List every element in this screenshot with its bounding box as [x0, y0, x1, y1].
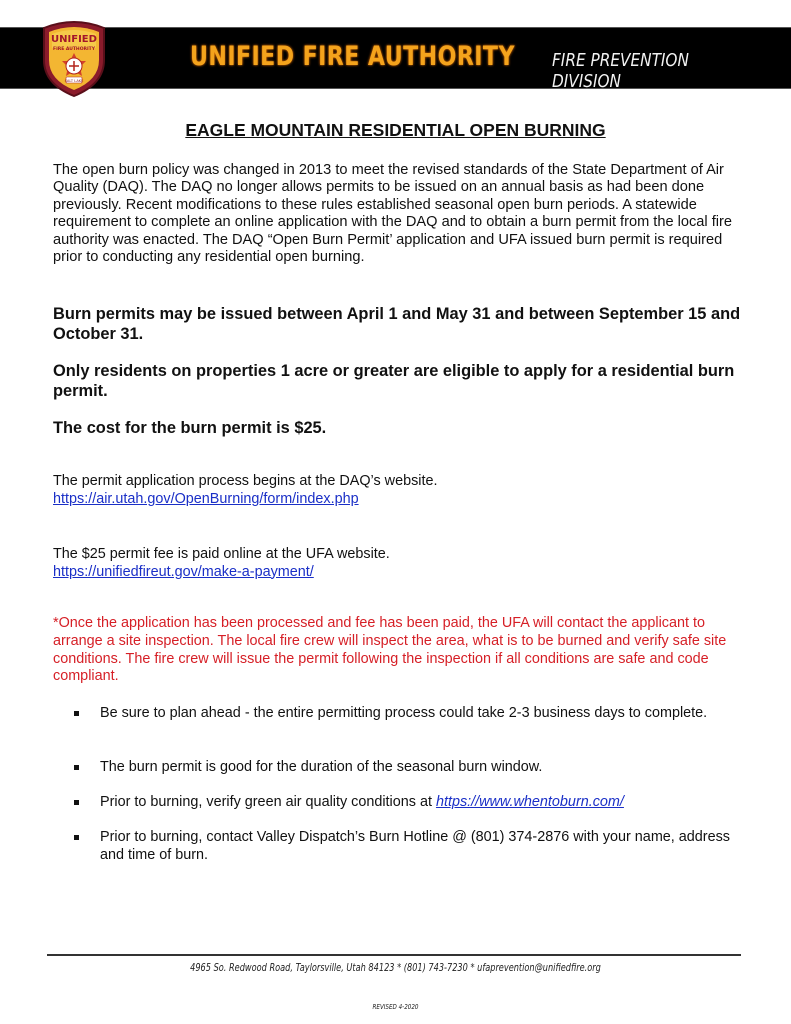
burn-window-statement: Burn permits may be issued between April 1 and May 31 and between September 15 and October 31.	[53, 305, 741, 343]
bullet-text: The burn permit is good for the duration of the seasonal burn window.	[100, 759, 543, 775]
page-title: EAGLE MOUNTAIN RESIDENTIAL OPEN BURNING	[185, 120, 606, 140]
bullet-text: Prior to burning, contact Valley Dispatch’s Burn Hotline @ (801) 374-2876 with your name, address and time of burn.	[100, 829, 730, 863]
bullet-text: Be sure to plan ahead - the entire permitting process could take 2-3 business days to complete.	[100, 705, 708, 721]
bullet-icon	[74, 800, 79, 805]
bullet-icon	[74, 711, 79, 716]
list-item	[74, 829, 734, 865]
payment-section	[53, 546, 753, 581]
fire-department-badge-icon	[38, 20, 110, 98]
footer-divider	[47, 954, 741, 956]
revision-date: REVISED 4-2020	[372, 1003, 419, 1011]
whentoburn-link[interactable]: https://www.whentoburn.com/	[435, 794, 624, 810]
svg-text:SALT LAKE: SALT LAKE	[64, 79, 84, 83]
organization-name: UNIFIED FIRE AUTHORITY	[190, 41, 515, 72]
list-item	[74, 705, 734, 723]
daq-application-link[interactable]: https://air.utah.gov/OpenBurning/form/index.php	[53, 490, 359, 507]
payment-text: The $25 permit fee is paid online at the UFA website.	[53, 546, 390, 562]
application-section	[53, 473, 753, 508]
eligibility-statement: Only residents on properties 1 acre or greater are eligible to apply for a residential burn permit.	[53, 362, 735, 400]
ufa-payment-link[interactable]: https://unifiedfireut.gov/make-a-payment/	[53, 563, 314, 580]
svg-text:UNIFIED: UNIFIED	[51, 34, 97, 45]
list-item	[74, 794, 734, 812]
svg-text:FIRE AUTHORITY: FIRE AUTHORITY	[53, 47, 95, 52]
application-text: The permit application process begins at the DAQ’s website.	[53, 473, 438, 489]
bullet-text: Prior to burning, verify green air quality conditions at	[100, 794, 436, 810]
footer-address: 4965 So. Redwood Road, Taylorsville, Utah 84123 * (801) 743-7230 * ufaprevention@unifiedfire.org	[190, 962, 601, 974]
bullet-icon	[74, 765, 79, 770]
bullet-icon	[74, 835, 79, 840]
intro-paragraph: The open burn policy was changed in 2013 to meet the revised standards of the State Department of Air Quality (DAQ). The DAQ no longer allows permits to be issued on an annual basis as had been done previously. Recent modifications to these rules established seasonal open burn periods. A statewide requirement to complete an online application with the DAQ and to obtain a burn permit from the local fire authority was enacted. The DAQ “Open Burn Permit’ application and UFA issued burn permit is required prior to conducting any residential open burning.	[53, 162, 732, 266]
cost-statement: The cost for the burn permit is $25.	[53, 419, 327, 437]
list-item	[74, 759, 734, 777]
division-name: FIRE PREVENTION DIVISION	[552, 50, 689, 92]
inspection-note: *Once the application has been processed and fee has been paid, the UFA will contact the applicant to arrange a site inspection. The local fire crew will inspect the area, what is to be burned and verify safe site conditions. The fire crew will issue the permit following the inspection if all conditions are safe and code compliant.	[53, 615, 727, 685]
